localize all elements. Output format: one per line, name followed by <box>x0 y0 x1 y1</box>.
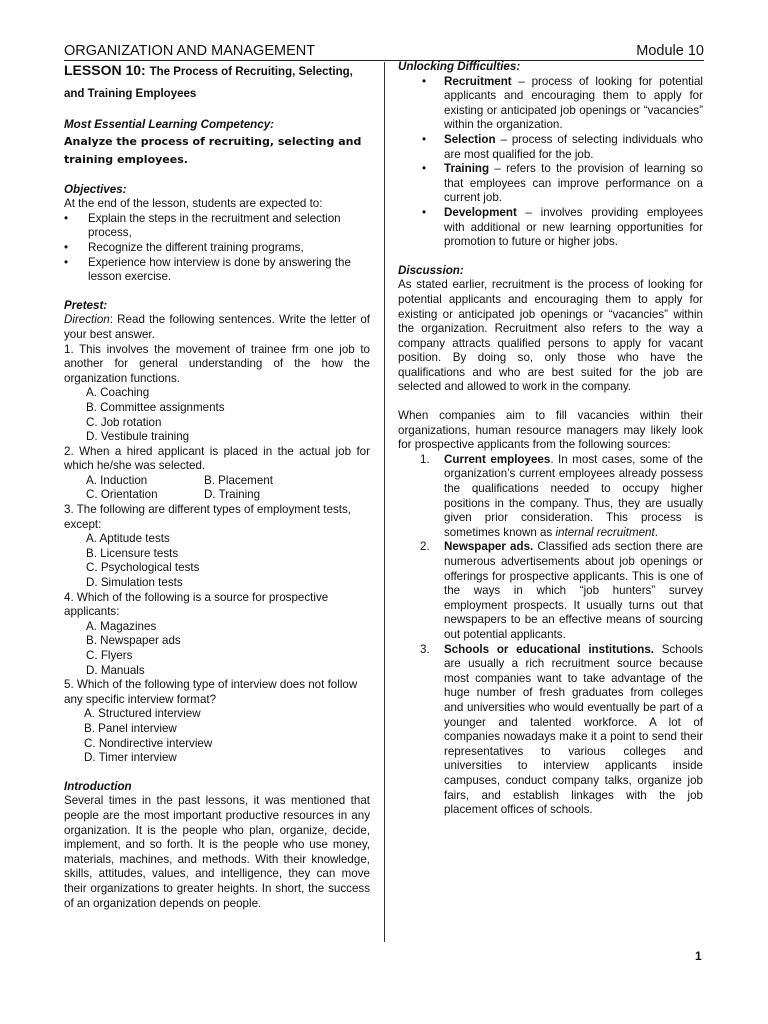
list-item: B. Panel interview <box>84 721 177 735</box>
module-label: Module 10 <box>636 43 704 59</box>
list-item <box>398 206 703 250</box>
term: Recruitment <box>444 74 512 88</box>
list-item: A. Coaching <box>86 386 150 400</box>
direction-label: Direction <box>64 313 110 327</box>
item-number: 2. <box>420 540 430 554</box>
question-1-options <box>64 386 370 444</box>
introduction-text: Several times in the past lessons, it was mentioned that people are the most important productive resources in any organization. It is the people who plan, organize, decide, implement, and so forth. It is the people who use money, materials, machines, and methods. With their knowledge, skills, attitudes, values, and intelligence, they can move their organizations to greater heights. In short, the success of an organization depends on people. <box>64 794 370 910</box>
question-5-options <box>64 707 370 765</box>
definition: – process of selecting individuals who are most qualified for the job. <box>444 132 703 161</box>
item-italic: internal recruitment <box>555 525 655 539</box>
list-item <box>398 133 703 162</box>
objectives-intro: At the end of the lesson, students are expected to: <box>64 197 323 211</box>
pretest-direction <box>64 313 370 342</box>
unlocking-heading: Unlocking Difficulties: <box>398 60 521 73</box>
page-number: 1 <box>695 949 702 963</box>
list-item: B. Newspaper ads <box>86 634 181 648</box>
term: Schools or educational institutions. <box>444 642 655 656</box>
item-tail: . <box>654 525 658 539</box>
question-1: 1. This involves the movement of trainee frm one job to another for general understanding of the how the organization functions. <box>64 342 370 385</box>
definition: – process of looking for potential applicants and encouraging them to apply for existing or anticipated job openings or “vacancies” within the organization. <box>444 74 703 132</box>
list-item: B. Licensure tests <box>86 546 179 560</box>
question-4-options <box>64 620 370 678</box>
list-item <box>398 162 703 206</box>
direction-text: : Read the following sentences. Write the letter of your best answer. <box>64 313 370 341</box>
question-4: 4. Which of the following is a source for prospective applicants: <box>64 590 329 619</box>
question-3: 3. The following are different types of employment tests, except: <box>64 503 351 531</box>
list-item: D. Simulation tests <box>86 576 183 590</box>
objectives-heading: Objectives: <box>64 182 127 196</box>
right-column <box>398 60 703 818</box>
subject-title: ORGANIZATION AND MANAGEMENT <box>64 43 316 59</box>
list-item: • Explain the steps in the recruitment and selection process, <box>64 212 370 241</box>
page-header <box>64 42 704 61</box>
list-item <box>398 453 703 541</box>
objectives-list <box>64 212 370 285</box>
list-item: D. Timer interview <box>84 751 177 765</box>
term: Current employees <box>444 452 551 466</box>
list-item <box>398 75 703 133</box>
term: Selection <box>444 132 496 146</box>
competency-heading: Most Essential Learning Competency: <box>64 118 275 131</box>
item-text: Schools are usually a rich recruitment source because most companies want to take advantage of the huge number of fresh graduates from colleges and universities who would eventually be part of a younger and talented workforce. A lot of companies nowadays make it a point to send their representatives to various colleges and universities to interview applicants inside campuses, conduct company talks, organize job fairs, and establish linkages with the job placement offices of schools. <box>444 642 703 817</box>
unlocking-list <box>398 75 703 250</box>
question-2-options-row-2 <box>64 488 370 503</box>
question-5: 5. Which of the following type of interview does not follow any specific interview format? <box>64 678 358 706</box>
list-item: C. Nondirective interview <box>84 736 213 750</box>
discussion-heading: Discussion: <box>398 263 464 277</box>
question-2-options-row-1 <box>64 474 370 489</box>
left-column <box>64 60 370 911</box>
list-item: C. Job rotation <box>86 415 162 429</box>
list-item <box>398 540 703 642</box>
term: Training <box>444 162 490 176</box>
list-item: D. Manuals <box>86 663 145 677</box>
item-number: 1. <box>420 452 430 466</box>
item-number: 3. <box>420 642 430 656</box>
competency-text: Analyze the process of recruiting, selecting and training employees. <box>64 134 362 166</box>
list-item: B. Placement <box>204 473 273 487</box>
list-item: D. Training <box>204 488 261 502</box>
list-item: C. Flyers <box>86 649 133 662</box>
list-item: • Experience how interview is done by answering the lesson exercise. <box>64 256 370 285</box>
list-item: D. Vestibule training <box>86 430 190 444</box>
lesson-title <box>64 60 370 104</box>
question-2: 2. When a hired applicant is placed in the actual job for which he/she was selected. <box>64 444 370 473</box>
lesson-label: LESSON 10: <box>64 62 146 78</box>
question-3-options <box>64 532 370 590</box>
item-text: . In most cases, some of the organization’s current employees already possess the qualifications needed to occupy higher positions in the company. Thus, they are usually given prior consideration. This process is sometimes known as <box>444 452 703 539</box>
list-item: C. Psychological tests <box>86 561 200 575</box>
introduction-heading: Introduction <box>64 779 132 793</box>
list-item: A. Magazines <box>86 619 157 633</box>
sources-list <box>398 453 703 818</box>
definition: – involves providing employees with additional or new learning opportunities for promotion to future or higher jobs. <box>444 205 703 249</box>
list-item: • Recognize the different training programs, <box>64 241 370 256</box>
list-item <box>398 643 703 818</box>
lesson-name: The Process of Recruiting, Selecting, and Training Employees <box>64 66 353 100</box>
term: Development <box>444 205 517 219</box>
list-item: C. Orientation <box>86 488 158 502</box>
list-item: A. Induction <box>86 473 148 487</box>
list-item: A. Structured interview <box>84 707 201 721</box>
list-item: A. Aptitude tests <box>86 532 170 546</box>
discussion-paragraph-1: As stated earlier, recruitment is the process of looking for potential applicants and encouraging them to apply for existing or anticipated job openings or “vacancies” within the organization. Recruitment also refers to the way a company attracts qualified persons to apply for vacant position. By doing so, only those who have the qualifications and who are best suited for the job are selected and allowed to work in the company. <box>398 278 703 394</box>
item-text: Classified ads section there are numerous advertisements about job openings or offerings for prospective applicants. This is one of the ways in which “job hunters” survey employment prospects. It usually turns out that newspapers to be an effective means of sourcing out potential applicants. <box>444 540 703 641</box>
discussion-paragraph-2: When companies aim to fill vacancies within their organizations, human resource managers may likely look for prospective applicants from the following sources: <box>398 409 703 452</box>
definition: – refers to the provision of learning so that employees can improve performance on a current job. <box>444 162 703 205</box>
pretest-heading: Pretest: <box>64 298 108 312</box>
column-divider <box>384 62 385 942</box>
term: Newspaper ads. <box>444 540 534 554</box>
list-item: B. Committee assignments <box>86 400 225 414</box>
